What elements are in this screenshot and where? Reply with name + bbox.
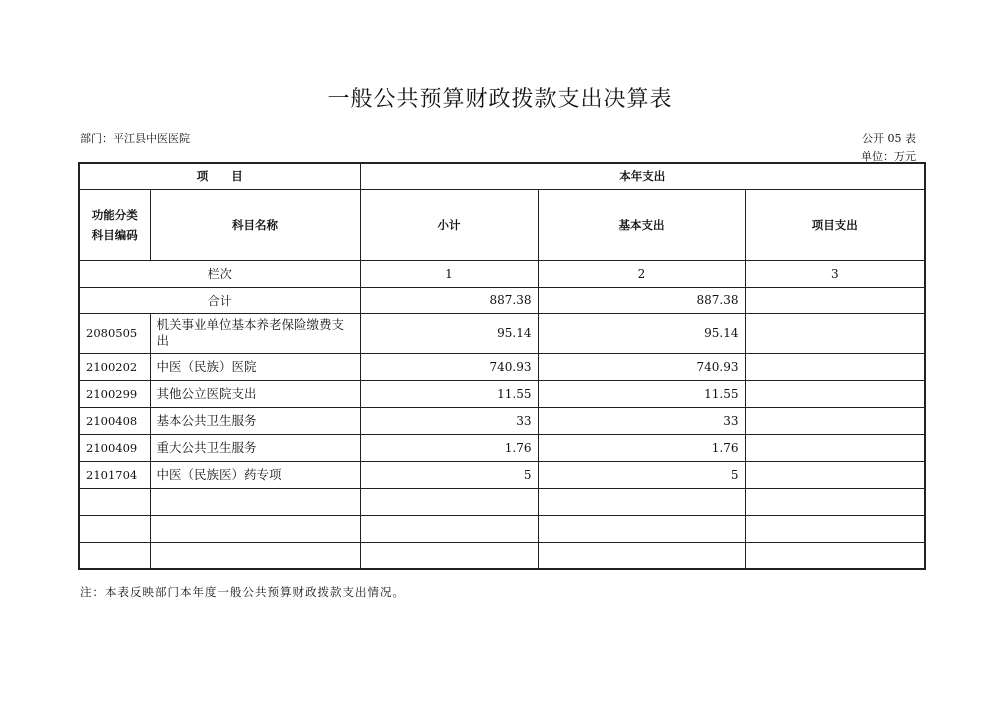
- row-name: 中医（民族医）药专项: [150, 461, 360, 488]
- row-basic: 95.14: [538, 313, 745, 353]
- table-row: [79, 488, 925, 515]
- row-code: 2101704: [79, 461, 150, 488]
- row-basic: 11.55: [538, 380, 745, 407]
- expenditure-table: [78, 162, 926, 570]
- row-name: 基本公共卫生服务: [150, 407, 360, 434]
- row-name: 其他公立医院支出: [150, 380, 360, 407]
- header-subtotal: 小计: [360, 189, 538, 260]
- row-subtotal: 5: [360, 461, 538, 488]
- row-basic: 740.93: [538, 353, 745, 380]
- table-row: [79, 461, 925, 488]
- row-name: [150, 488, 360, 515]
- unit-label: 单位：万元: [861, 150, 916, 163]
- header-subject-name: 科目名称: [150, 189, 360, 260]
- table-row: [79, 434, 925, 461]
- row-project: [745, 542, 925, 569]
- column-index-row: [79, 260, 925, 287]
- row-basic: [538, 488, 745, 515]
- row-project: [745, 353, 925, 380]
- row-basic: 33: [538, 407, 745, 434]
- table-row: [79, 542, 925, 569]
- department-label: 部门：平江县中医医院: [80, 132, 190, 145]
- total-subtotal: 887.38: [360, 287, 538, 313]
- row-code: [79, 488, 150, 515]
- row-name: 中医（民族）医院: [150, 353, 360, 380]
- page-title: 一般公共预算财政拨款支出决算表: [327, 87, 673, 112]
- column-index-label: 栏次: [79, 260, 360, 287]
- total-row: [79, 287, 925, 313]
- header-row-sub: [79, 189, 925, 260]
- row-basic: 1.76: [538, 434, 745, 461]
- table-row: [79, 407, 925, 434]
- header-project-exp: 项目支出: [745, 189, 925, 260]
- row-subtotal: 33: [360, 407, 538, 434]
- row-code: 2100408: [79, 407, 150, 434]
- row-basic: [538, 542, 745, 569]
- row-project: [745, 488, 925, 515]
- row-subtotal: 95.14: [360, 313, 538, 353]
- row-name: 机关事业单位基本养老保险缴费支出: [150, 313, 360, 353]
- header-project: 项 目: [79, 163, 360, 189]
- row-subtotal: [360, 542, 538, 569]
- row-subtotal: 1.76: [360, 434, 538, 461]
- footnote: 注：本表反映部门本年度一般公共预算财政拨款支出情况。: [80, 585, 405, 599]
- column-index-1: 1: [360, 260, 538, 287]
- header-func-code-line1: 功能分类: [91, 207, 138, 222]
- table-row: [79, 380, 925, 407]
- header-func-code: [79, 189, 150, 260]
- header-func-code-line2: 科目编码: [91, 227, 138, 242]
- row-project: [745, 434, 925, 461]
- table-row: [79, 515, 925, 542]
- total-project: [745, 287, 925, 313]
- row-code: [79, 515, 150, 542]
- row-subtotal: 11.55: [360, 380, 538, 407]
- row-code: 2100299: [79, 380, 150, 407]
- header-basic: 基本支出: [538, 189, 745, 260]
- column-index-3: 3: [745, 260, 925, 287]
- row-subtotal: [360, 515, 538, 542]
- row-subtotal: 740.93: [360, 353, 538, 380]
- column-index-2: 2: [538, 260, 745, 287]
- table-row: [79, 353, 925, 380]
- form-number: 公开 05 表: [862, 132, 916, 145]
- row-project: [745, 461, 925, 488]
- row-code: [79, 542, 150, 569]
- row-code: 2080505: [79, 313, 150, 353]
- row-code: 2100409: [79, 434, 150, 461]
- row-project: [745, 313, 925, 353]
- table-row: [79, 313, 925, 353]
- row-subtotal: [360, 488, 538, 515]
- header-row-top: [79, 163, 925, 189]
- total-label: 合计: [79, 287, 360, 313]
- row-basic: 5: [538, 461, 745, 488]
- row-code: 2100202: [79, 353, 150, 380]
- total-basic: 887.38: [538, 287, 745, 313]
- row-name: 重大公共卫生服务: [150, 434, 360, 461]
- header-current-year: 本年支出: [360, 163, 925, 189]
- row-basic: [538, 515, 745, 542]
- row-project: [745, 380, 925, 407]
- row-name: [150, 542, 360, 569]
- row-project: [745, 407, 925, 434]
- row-name: [150, 515, 360, 542]
- row-project: [745, 515, 925, 542]
